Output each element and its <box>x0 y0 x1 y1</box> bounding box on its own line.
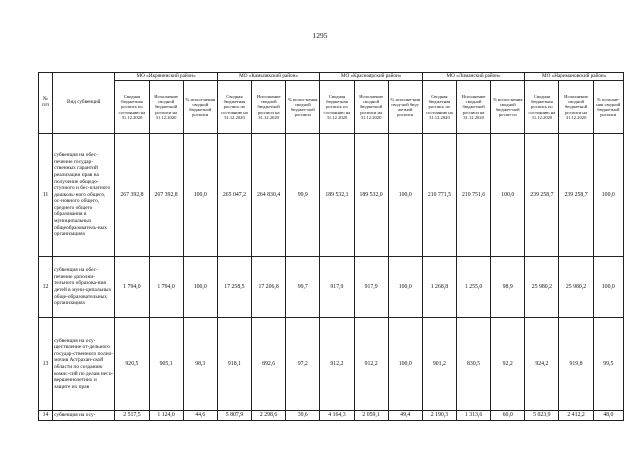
value-cell: 2 298,6 <box>252 411 286 421</box>
value-cell: 99,7 <box>286 257 320 318</box>
subheader-execution: Исполнение сводной бюджетной росписи на 31.12.2020 <box>559 81 593 134</box>
value-cell: 830,5 <box>456 318 490 411</box>
value-cell: 1 268,8 <box>422 257 456 318</box>
value-cell: 25 980,2 <box>525 257 559 318</box>
value-cell: 1 794,0 <box>115 257 149 318</box>
row-number: 12 <box>39 257 53 318</box>
value-cell: 25 980,2 <box>559 257 593 318</box>
value-cell: 99,5 <box>593 318 623 411</box>
row-number: 14 <box>39 411 53 421</box>
value-cell: 2 190,3 <box>422 411 456 421</box>
subheader-execution: Исполнение сводной бюджетной росписи на 31.12.2020 <box>354 81 388 134</box>
value-cell: 1 794,0 <box>149 257 183 318</box>
subheader-execution: Исполнение сводной бюджетной росписи на 31.12.2020 <box>456 81 490 134</box>
value-cell: 912,2 <box>320 318 354 411</box>
value-cell: 2 517,5 <box>115 411 149 421</box>
subheader-percent: % испол-нения сводной бюджет-ной росписи <box>286 81 320 134</box>
value-cell: 924,2 <box>525 318 559 411</box>
value-cell: 901,2 <box>422 318 456 411</box>
value-cell: 267 392,8 <box>149 134 183 257</box>
header-district-2: МО «Камызякский район» <box>217 73 320 81</box>
subvention-name: субвенция на осу- <box>53 411 115 421</box>
value-cell: 264 830,4 <box>252 134 286 257</box>
value-cell: 917,9 <box>320 257 354 318</box>
value-cell: 239 258,7 <box>525 134 559 257</box>
value-cell: 267 392,8 <box>115 134 149 257</box>
value-cell: 239 258,7 <box>559 134 593 257</box>
value-cell: 1 255,0 <box>456 257 490 318</box>
header-district-5: МО «Наримановский район» <box>525 73 624 81</box>
subvention-name: субвенция на осу-ществление от-дельного государ-ственного полно-мочия Астрахан-ской области по созданию комис-сий по делам несо-вершеннолетних и защите их прав <box>53 318 115 411</box>
subheader-row <box>39 81 624 134</box>
table-row <box>39 134 624 257</box>
value-cell: 2 059,1 <box>354 411 388 421</box>
subheader-plan: Сводная бюджетная роспись по состоянию на 31.12.2020 <box>320 81 354 134</box>
subheader-plan: Сводная бюджетная роспись по состоянию на 31.12.2020 <box>525 81 559 134</box>
value-cell: 919,8 <box>559 318 593 411</box>
subheader-execution: Исполнение сводной бюджетной росписи на 31.12.2020 <box>149 81 183 134</box>
value-cell: 100,0 <box>593 257 623 318</box>
value-cell: 17 206,8 <box>252 257 286 318</box>
budget-table <box>38 72 624 421</box>
subheader-plan: Сводная бюджетная роспись по состоянию на 31.12.2020 <box>422 81 456 134</box>
value-cell: 100,0 <box>388 257 422 318</box>
value-cell: 97,2 <box>286 318 320 411</box>
table-row <box>39 318 624 411</box>
header-district-4: МО «Лиманский район» <box>422 73 524 81</box>
value-cell: 189 532,1 <box>320 134 354 257</box>
header-district-3: МО «Красноярский район» <box>320 73 422 81</box>
value-cell: 17 258,5 <box>217 257 251 318</box>
value-cell: 100,0 <box>491 134 525 257</box>
row-number: 11 <box>39 134 53 257</box>
subheader-plan: Сводная бюджетная роспись по состоянию на 31.12.2020 <box>217 81 251 134</box>
value-cell: 210 771,5 <box>422 134 456 257</box>
value-cell: 39,6 <box>286 411 320 421</box>
value-cell: 892,6 <box>252 318 286 411</box>
value-cell: 912,2 <box>354 318 388 411</box>
value-cell: 265 047,2 <box>217 134 251 257</box>
value-cell: 98,3 <box>183 318 217 411</box>
value-cell: 1 313,6 <box>456 411 490 421</box>
value-cell: 1 124,0 <box>149 411 183 421</box>
value-cell: 60,0 <box>491 411 525 421</box>
value-cell: 905,1 <box>149 318 183 411</box>
value-cell: 48,0 <box>593 411 623 421</box>
value-cell: 99,9 <box>286 134 320 257</box>
value-cell: 4 164,3 <box>320 411 354 421</box>
table-row <box>39 411 624 421</box>
value-cell: 100,0 <box>183 134 217 257</box>
subheader-percent: % исполне-ния свод-ной бюд-жетной росписи <box>388 81 422 134</box>
value-cell: 5 023,9 <box>525 411 559 421</box>
page-number: 1295 <box>312 31 328 40</box>
subvention-name: субвенция на обес-печение государ-ственных гарантий реализации прав на получение общедо-ступного и бес-платного дошколь-ного общего, ос-новного общего, среднего общего образования в муниципальных общеобразователь-ных организациях <box>53 134 115 257</box>
value-cell: 100,0 <box>388 318 422 411</box>
header-number: № п/п <box>39 73 53 134</box>
value-cell: 100,0 <box>593 134 623 257</box>
table-body <box>39 134 624 421</box>
value-cell: 920,5 <box>115 318 149 411</box>
value-cell: 44,6 <box>183 411 217 421</box>
header-district-1: МО «Икрянинский район» <box>115 73 218 81</box>
header-subvention-type: Вид субвенций <box>53 73 115 134</box>
value-cell: 49,4 <box>388 411 422 421</box>
subheader-plan: Сводная бюджетная роспись по состоянию на 31.12.2020 <box>115 81 149 134</box>
subheader-execution: Исполнение сводной бюджетной росписи на 31.12.2020 <box>252 81 286 134</box>
value-cell: 917,9 <box>354 257 388 318</box>
value-cell: 92,2 <box>491 318 525 411</box>
subheader-percent: % исполне-ния сводной бюджетной росписи <box>593 81 623 134</box>
value-cell: 100,0 <box>183 257 217 318</box>
value-cell: 2 412,2 <box>559 411 593 421</box>
value-cell: 5 807,9 <box>217 411 251 421</box>
row-number: 13 <box>39 318 53 411</box>
value-cell: 189 532,0 <box>354 134 388 257</box>
value-cell: 100,0 <box>388 134 422 257</box>
value-cell: 918,1 <box>217 318 251 411</box>
table-row <box>39 257 624 318</box>
value-cell: 210 751,6 <box>456 134 490 257</box>
subheader-percent: % испол-нения сводной бюджет-ной роспи-си <box>491 81 525 134</box>
subvention-name: субвенция на обес-печение дополни-тельного образова-ния детей в муни-ципальных обще-образовательных организациях <box>53 257 115 318</box>
subheader-percent: % испол-нения сводной бюджетной росписи <box>183 81 217 134</box>
value-cell: 98,9 <box>491 257 525 318</box>
